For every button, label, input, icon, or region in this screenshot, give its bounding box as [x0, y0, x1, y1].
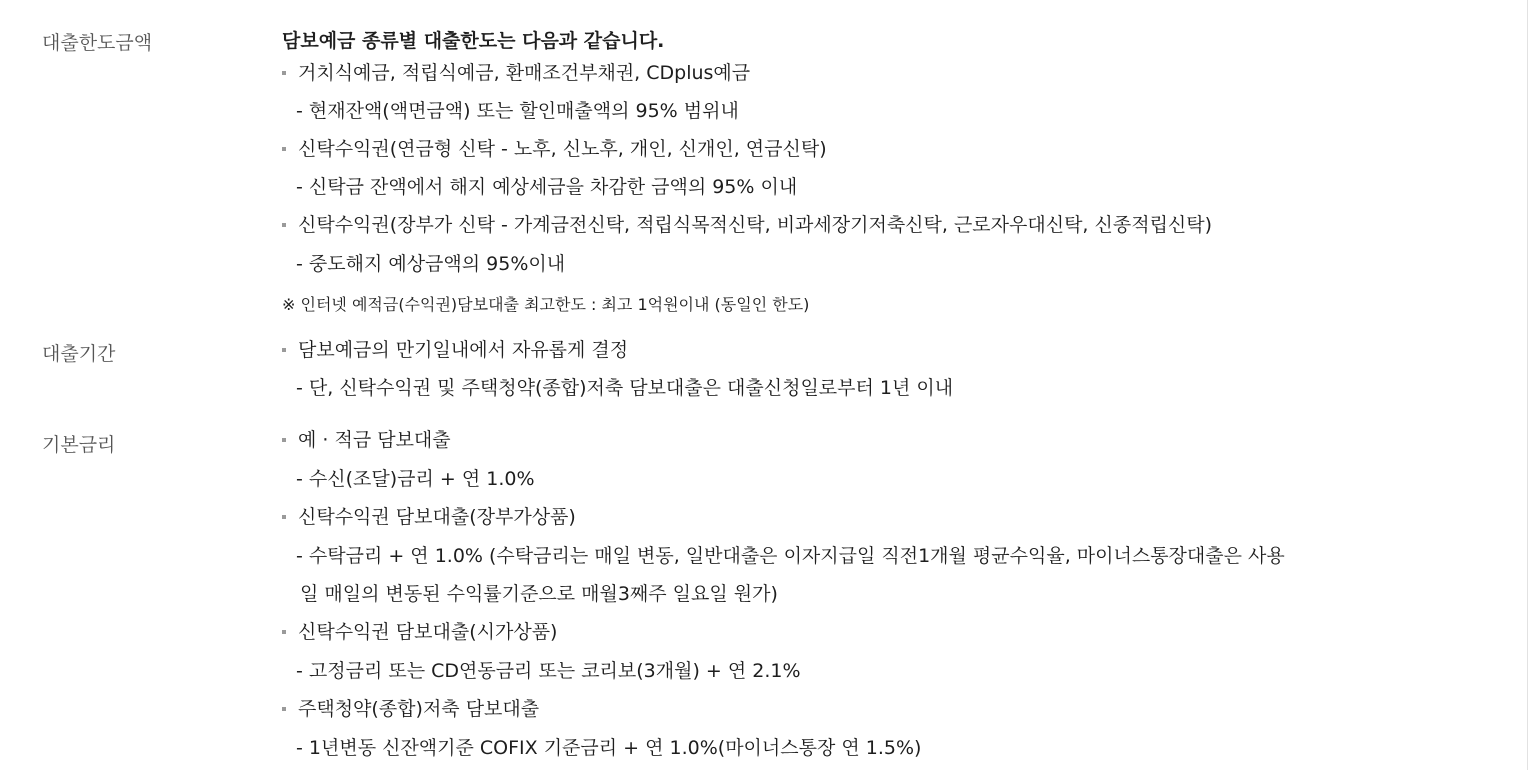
bullet-icon: [282, 223, 286, 227]
loan-limit-item-pension-trust-detail: - 신탁금 잔액에서 해지 예상세금을 차감한 금액의 95% 이내: [296, 176, 798, 198]
base-rate-item-deposit-loan: 예 · 적금 담보대출: [298, 429, 451, 451]
loan-limit-item-book-trust: 신탁수익권(장부가 신탁 - 가계금전신탁, 적립식목적신탁, 비과세장기저축신탁, 근로자우대신탁, 신종적립신탁): [298, 214, 1213, 236]
base-rate-item-book-trust-detail: - 수탁금리 + 연 1.0% (수탁금리는 매일 변동, 일반대출은 이자지급일 직전1개월 평균수익율, 마이너스통장대출은 사용: [296, 545, 1285, 567]
bullet-icon: [282, 438, 286, 442]
bullet-icon: [282, 147, 286, 151]
bullet-icon: [282, 515, 286, 519]
base-rate-item-book-trust: 신탁수익권 담보대출(장부가상품): [298, 506, 576, 528]
base-rate-item-deposit-loan-detail: - 수신(조달)금리 + 연 1.0%: [296, 468, 535, 490]
bullet-icon: [282, 707, 286, 711]
bullet-icon: [282, 348, 286, 352]
loan-limit-item-book-trust-detail: - 중도해지 예상금액의 95%이내: [296, 253, 566, 275]
base-rate-item-market-trust-detail: - 고정금리 또는 CD연동금리 또는 코리보(3개월) + 연 2.1%: [296, 660, 801, 682]
loan-limit-label: 대출한도금액: [42, 32, 153, 54]
base-rate-label: 기본금리: [42, 434, 116, 456]
base-rate-item-housing-savings: 주택청약(종합)저축 담보대출: [298, 698, 540, 720]
loan-period-label: 대출기간: [42, 343, 116, 365]
base-rate-item-housing-savings-detail: - 1년변동 신잔액기준 COFIX 기준금리 + 연 1.0%(마이너스통장 연 1.5%): [296, 737, 922, 759]
bullet-icon: [282, 630, 286, 634]
loan-limit-item-deposits: 거치식예금, 적립식예금, 환매조건부채권, CDplus예금: [298, 62, 751, 84]
base-rate-item-book-trust-detail-cont: 일 매일의 변동된 수익률기준으로 매월3째주 일요일 원가): [300, 583, 778, 605]
bullet-icon: [282, 71, 286, 75]
loan-period-item-detail: - 단, 신탁수익권 및 주택청약(종합)저축 담보대출은 대출신청일로부터 1년 이내: [296, 377, 954, 399]
loan-limit-item-pension-trust: 신탁수익권(연금형 신탁 - 노후, 신노후, 개인, 신개인, 연금신탁): [298, 138, 827, 160]
loan-period-item: 담보예금의 만기일내에서 자유롭게 결정: [298, 339, 629, 361]
loan-limit-item-deposits-detail: - 현재잔액(액면금액) 또는 할인매출액의 95% 범위내: [296, 100, 739, 122]
loan-limit-intro: 담보예금 종류별 대출한도는 다음과 같습니다.: [282, 30, 665, 52]
loan-limit-note: ※ 인터넷 예적금(수익권)담보대출 최고한도 : 최고 1억원이내 (동일인 한도): [282, 295, 810, 314]
base-rate-item-market-trust: 신탁수익권 담보대출(시가상품): [298, 621, 558, 643]
